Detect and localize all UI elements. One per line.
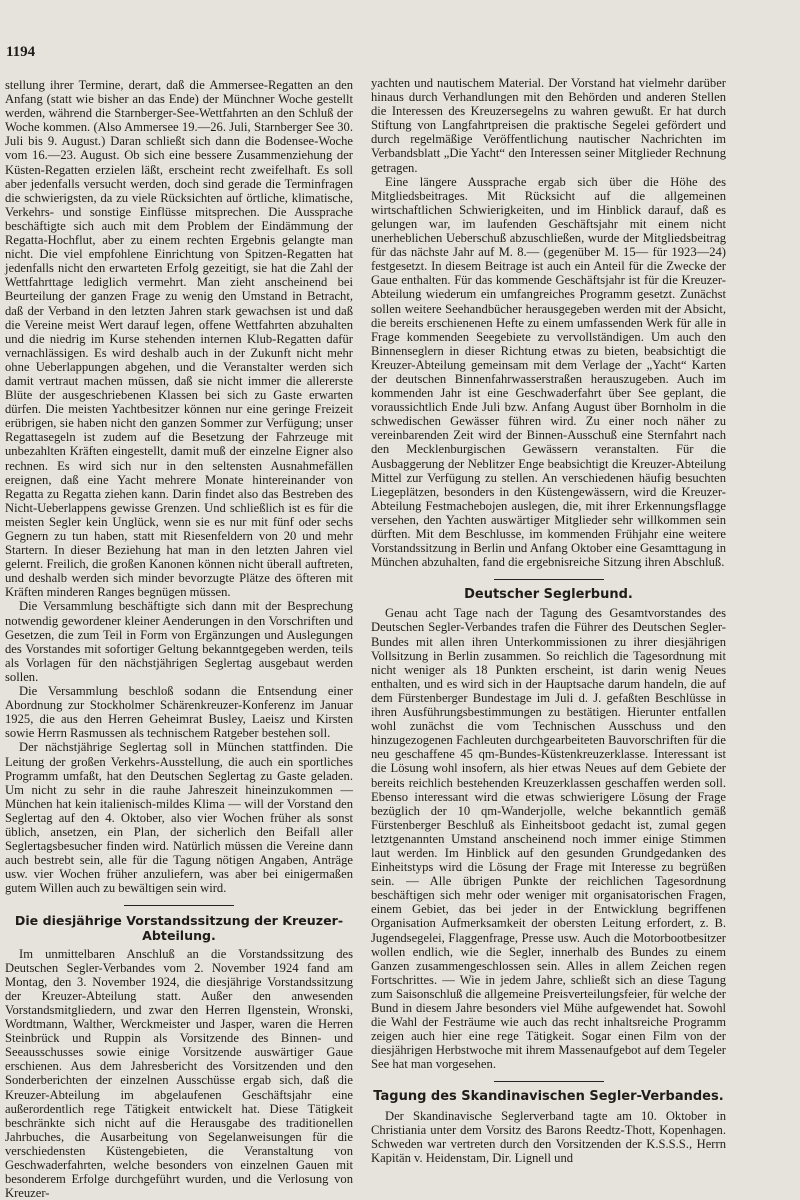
paragraph: Genau acht Tage nach der Tagung des Gesamtvorstandes des Deutschen Segler-Verbandes trafen die Führer des Deutschen Segler-Bundes mit allen ihren Unterkommissionen zu ihrer diesjährigen Vollsitzung in Berlin zusammen. So reichlich die Tagesordnung mit nicht weniger als 18 Punkten erscheint, ist darin wenig Neues enthalten, und es wird sich in der Hauptsache darum handeln, die auf dem Fürstenberger Bundestage im Juli d. J. gefaßten Beschlüsse in ihren Ausführungsbestimmungen zu bestätigen. Hierunter entfallen wohl zunächst die vom Technischen Ausschuss und den hinzugezogenen Fachleuten durchgearbeiteten Bauvorschriften für die neu geschaffene 45 qm-Bundes-Küstenkreuzerklasse. Interessant ist die Lösung wohl insofern, als hier etwas Neues auf dem Gebiete der bereits reichlich bestehenden Kreuzerklassen geschaffen werden soll. Ebenso interessant wird die etwas schwierigere Lösung der Frage bezüglich der 10 qm-Wanderjolle, welche bekanntlich gemäß Fürstenberger Beschluß als Einheitsboot gedacht ist, zumal gegen letztgenannten Umstand anscheinend noch immer einige Stimmen laut werden. Im Hinblick auf den gesunden Grundgedanken des Einheitstyps wird die Lösung der Frage mit Interesse zu begrüßen sein. — Alle übrigen Punkte der reichlichen Tagesordnung beschäftigen sich mehr oder weniger mit organisatorischen Fragen, einem Gebiet, das bei jeder in der Entwicklung begriffenen Organisation Aufmerksamkeit der obersten Leitung erfordert, z. B. Jugendsegelei, Flaggenfrage, Presse usw. Auch die Motorbootbesitzer wollen endlich, wie die Segler, innerhalb des Bundes zu einem Ganzen zusammengeschlossen sein. Alles in allem Zeichen regen Fortschrittes. — Wie in jedem Jahre, schließt sich an diese Tagung zum Saisonschluß die allgemeine Preisverteilungsfeier, für welche der Bund in diesem Jahre besonders viel Mühe aufgewendet hat. Sowohl die Wahl der Festräume wie auch das recht inhaltsreiche Programm zeigen auch hier eine rege Tätigkeit. Sogar einen Film von der diesjährigen Herbstwoche mit ihrem Massenaufgebot auf dem Tegeler See hat man vorgesehen. xyxy=(371,606,726,1072)
paragraph: Der nächstjährige Seglertag soll in München stattfinden. Die Leitung der großen Verkehrs-Ausstellung, die auch ein sportliches Programm umfaßt, hat den Deutschen Seglertag zu Gaste geladen. Um nicht zu sehr in die rauhe Jahreszeit hineinzukommen — München hat kein italienisch-mildes Klima — will der Vorstand den Seglertag auf den 4. Oktober, also vier Wochen früher als sonst üblich, ansetzen, ein Plan, der sicherlich den Beifall aller Seglertagsbesucher finden wird. Natürlich müssen die Vereine dann auch bestrebt sein, alle für die Tagung nötigen Angaben, Anträge usw. vier Wochen früher anzuliefern, was aber bei einigermaßen gutem Willen auch zu bewältigen sein wird. xyxy=(5,740,353,896)
paragraph: yachten und nautischem Material. Der Vorstand hat vielmehr darüber hinaus durch Verhandlungen mit den Behörden und anderen Stellen die Interessen des Kreuzersegelns zu wahren gewußt. Er hat durch Stiftung von Langfahrtpreisen die praktische Segelei gefördert und durch regelmäßige Veröffentlichung nautischer Nachrichten im Verbandsblatt „Die Yacht“ den Interessen seiner Mitglieder Rechnung getragen. xyxy=(371,76,726,175)
section-divider xyxy=(494,579,604,580)
right-column xyxy=(371,76,726,1165)
paragraph: Die Versammlung beschloß sodann die Entsendung einer Abordnung zur Stockholmer Schärenkreuzer-Konferenz im Januar 1925, die aus den Herren Geheimrat Busley, Laeisz und Kirsten sowie Herrn Rasmussen als technischem Ratgeber bestehen soll. xyxy=(5,684,353,741)
paragraph: Der Skandinavische Seglerverband tagte am 10. Oktober in Christiania unter dem Vorsitz des Barons Reedtz-Thott, Kopenhagen. Schweden war vertreten durch den Vorsitzenden der K.S.S.S., Herrn Kapitän v. Heidenstam, Dir. Lignell und xyxy=(371,1108,726,1165)
paragraph: Im unmittelbaren Anschluß an die Vorstandssitzung des Deutschen Segler-Verbandes vom 2. November 1924 fand am Montag, den 3. November 1924, die diesjährige Vorstandssitzung der Kreuzer-Abteilung statt. Außer den anwesenden Vorstandsmitgliedern, und zwar den Herren Ilgenstein, Wronski, Wordtmann, Walther, Werckmeister und Jasper, waren die Herren Steinbrück und Ruppin als Vorsitzende des Binnen- und Seeausschusses sowie einige Vorsitzende auswärtiger Gaue erschienen. Aus dem Jahresbericht des Vorsitzenden und den Sonderberichten der einzelnen Ausschüsse ergab sich, daß die Kreuzer-Abteilung im abgelaufenen Geschäftsjahr eine außerordentlich rege Tätigkeit entwickelt hat. Diese Tätigkeit beschränkte sich nicht auf die Herausgabe des traditionellen Jahrbuches, die Ausarbeitung von Segelanweisungen für die verschiedensten Küstengebieten, die Veranstaltung von Geschwaderfahrten, welche besonders von einzelnen Gauen mit besonderem Erfolge durchgeführt wurden, und die Verlosung von Kreuzer- xyxy=(5,946,353,1200)
paragraph: Die Versammlung beschäftigte sich dann mit der Besprechung notwendig gewordener kleiner Aenderungen in den Vorschriften und Gesetzen, die zum Teil in Form von Ergänzungen und Auslegungen des Vorstandes mit sofortiger Geltung bekanntgegeben werden, teils als Vorlagen für den nächstjährigen Seglertag ausgebaut werden sollen. xyxy=(5,599,353,684)
section-heading: Tagung des Skandinavischen Segler-Verbandes. xyxy=(373,1089,724,1105)
section-divider xyxy=(124,905,234,906)
section-divider xyxy=(494,1081,604,1082)
left-column xyxy=(5,78,353,1200)
section-heading: Deutscher Seglerbund. xyxy=(464,587,633,603)
paragraph: stellung ihrer Termine, derart, daß die Ammersee-Regatten an den Anfang (statt wie bisher an das Ende) der Münchner Woche gestellt werden, während die Starnberger-See-Wettfahrten an den Schluß der Woche kommen. (Also Ammersee 19.—26. Juli, Starnberger See 30. Juli bis 9. August.) Daran schließt sich dann die Bodensee-Woche vom 16.—23. August. Ob sich eine bessere Zusammenziehung der Küsten-Regatten erzielen läßt, erscheint recht zweifelhaft. Es soll aber jedenfalls versucht werden, doch sind gerade die Terminfragen die schwierigsten, da zu viele Rücksichten auf örtliche, klimatische, Verkehrs- und sonstige Einflüsse mitsprechen. Die Aussprache beschäftigte sich auch mit dem Problem der Eindämmung der Regatta-Hochflut, aber zu einem rechten Ergebnis gelangte man nicht. Die viel empfohlene Einrichtung von Spitzen-Regatten hat jedenfalls nicht den erwarteten Erfolg gezeitigt, sie hat die Zahl der Wettfahrttage lediglich vermehrt. Man zieht anscheinend bei Beurteilung der ganzen Frage zu wenig den Umstand in Betracht, daß der Verband in den letzten Jahren stark gewachsen ist und daß die Vereine meist Wert darauf legen, offene Wettfahrten abzuhalten und die niedrig im Kurse stehenden internen Klub-Regatten dafür vernachlässigen. Es wird deshalb auch in der Zukunft nicht mehr ohne Ueberlappungen abgehen, und die Veranstalter werden sich damit vertraut machen müssen, daß sie nicht immer die allererste Blüte der ausgeschriebenen Klassen bei sich zu Gaste erwarten dürfen. Die meisten Yachtbesitzer können nur eine geringe Freizeit erübrigen, sie haben nicht den ganzen Sommer zur Verfügung; unser Regattasegeln ist zudem auf die Besetzung der Fahrzeuge mit unbezahlten Kräften eingestellt, damit muß der einzelne Eigner also rechnen. Es wird sich nur in den seltensten Ausnahmefällen ereignen, daß eine Yacht mehrere Monate hintereinander von Regatta zu Regatta ziehen kann. Darin findet also das Bestreben des Nicht-Ueberlappens gewisse Grenzen. Und schließlich ist es für die meisten Segler kein Unglück, wenn sie es nur mit fünf oder sechs Gegnern zu tun haben, statt mit Riesenfeldern von 20 und mehr Startern. In dieser Beziehung hat man in den letzten Jahren viel gelernt. Freilich, die großen Kanonen können nicht überall auftreten, und deshalb werden sich minder bevorzugte Plätze des öfteren mit Kräften minderen Ranges begnügen müssen. xyxy=(5,78,353,600)
page-number: 1194 xyxy=(6,44,36,60)
paragraph: Eine längere Aussprache ergab sich über die Höhe des Mitgliedsbeitrages. Mit Rücksicht auf die allgemeinen wirtschaftlichen Schwierigkeiten, und im Hinblick darauf, daß es gelungen war, im laufenden Geschäftsjahr mit einem nicht unerheblichen Ueberschuß abzuschließen, wurde der Mitgliedsbeitrag für das nächste Jahr auf M. 8.— (gegenüber M. 15— für 1923—24) festgesetzt. In diesem Beitrage ist auch ein Anteil für die Zwecke der Gaue enthalten. Für das kommende Geschäftsjahr ist für die Kreuzer-Abteilung wiederum ein umfangreiches Programm gesetzt. Zunächst sollen weitere Seehandbücher herausgegeben werden mit der Absicht, die bereits erschienenen Hefte zu einem umfassenden Werk für alle in Frage kommenden Seegebiete zu vervollständigen. Um auch den Binnenseglern in dieser Richtung etwas zu bieten, beabsichtigt die Kreuzer-Abteilung gemeinsam mit dem Verlage der „Yacht“ Karten der deutschen Binnenfahrwasserstraßen herauszugeben. Auch im kommenden Jahr ist eine Geschwaderfahrt über See geplant, die voraussichtlich Ende Juli bzw. Anfang August über Bornholm in die schwedischen Gewässer führen wird. Zu einer noch näher zu vereinbarenden Zeit wird der Binnen-Ausschuß eine Sternfahrt nach den Mecklenburgischen Gewässern veranstalten. Für die Ausbaggerung der Neblitzer Enge beabsichtigt die Kreuzer-Abteilung Mittel zur Verfügung zu stellen. An verschiedenen häufig besuchten Liegeplätzen, besonders in den Küstengewässern, wird die Kreuzer-Abteilung Festmachebojen auslegen, die, mit ihrer Erkennungsflagge versehen, den Yachten auswärtiger Mitglieder sehr willkommen sein dürften. Mit dem Beschlusse, im kommenden Frühjahr eine weitere Vorstandssitzung in Berlin und Anfang Oktober eine Gesamttagung in München abzuhalten, fand die ergebnisreiche Sitzung ihren Abschluß. xyxy=(371,174,726,570)
section-heading: Die diesjährige Vorstandssitzung der Kreuzer-Abteilung. xyxy=(14,913,344,943)
